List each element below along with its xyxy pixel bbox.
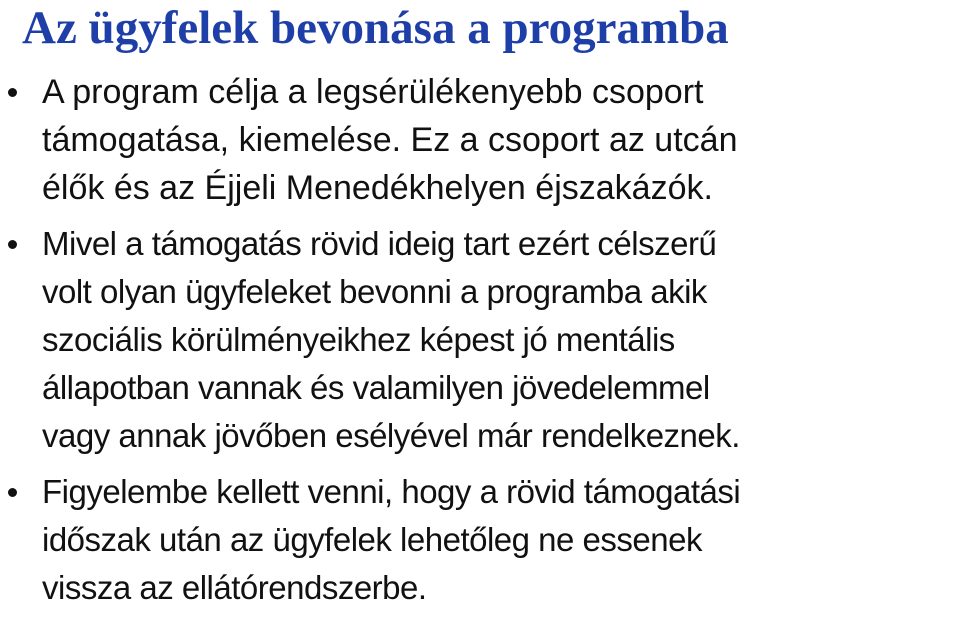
bullet-point-icon (8, 240, 17, 249)
bullet-line: Figyelembe kellett venni, hogy a rövid támogatási (42, 473, 741, 510)
bullet-line: élők és az Éjjeli Menedékhelyen éjszakázók. (42, 169, 713, 207)
bullet-line: állapotban vannak és valamilyen jövedelemmel (42, 369, 710, 406)
slide-title: Az ügyfelek bevonása a programba (22, 2, 729, 54)
bullet-line: időszak után az ügyfelek lehetőleg ne essenek (42, 521, 702, 558)
bullet-point-icon (8, 88, 17, 97)
bullet-point-icon (8, 488, 17, 497)
bullet-list (0, 68, 960, 620)
bullet-item-2 (0, 220, 960, 460)
bullet-line: vagy annak jövőben esélyével már rendelkeznek. (42, 417, 740, 454)
bullet-line: volt olyan ügyfeleket bevonni a programba akik (42, 273, 707, 310)
bullet-line: szociális körülményeikhez képest jó mentális (42, 321, 675, 358)
bullet-line: A program célja a legsérülékenyebb csoport (42, 73, 704, 111)
bullet-line: Mivel a támogatás rövid ideig tart ezért célszerű (42, 225, 717, 262)
bullet-item-1 (0, 68, 960, 212)
bullet-line: vissza az ellátórendszerbe. (42, 569, 427, 606)
bullet-line: támogatása, kiemelése. Ez a csoport az utcán (42, 121, 738, 159)
bullet-item-3 (0, 468, 960, 612)
